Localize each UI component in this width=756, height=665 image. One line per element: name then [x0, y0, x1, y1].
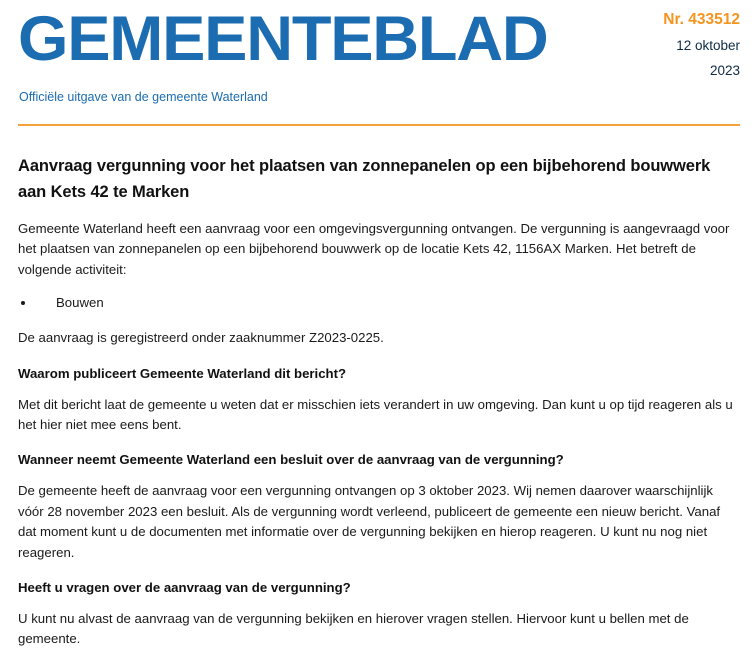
issue-year: 2023 — [709, 63, 740, 78]
section-body-questions: U kunt nu alvast de aanvraag van de vergunning bekijken en hierover vragen stellen. Hiervoor kunt u bellen met de gemeente. — [18, 611, 689, 647]
bullet-dot-icon — [21, 301, 25, 305]
section-body-why: Met dit bericht laat de gemeente u weten dat er misschien iets verandert in uw omgeving. Dan kunt u op tijd reageren als u het hier niet mee eens bent. — [18, 396, 733, 433]
list-item — [18, 293, 734, 313]
issue-date: 12 oktober — [676, 38, 740, 53]
publication-title: GEMEENTEBLAD — [18, 4, 548, 74]
section-heading-why: Waarom publiceert Gemeente Waterland dit bericht? — [18, 365, 347, 381]
issue-number: Nr. 433512 — [663, 11, 740, 28]
masthead — [18, 0, 740, 113]
activity-list — [18, 293, 734, 313]
section-heading-when: Wanneer neemt Gemeente Waterland een besluit over de aanvraag van de vergunning? — [18, 452, 564, 468]
header-divider — [18, 124, 740, 126]
page-title: Aanvraag vergunning voor het plaatsen van zonnepanelen op een bijbehorend bouwwerk aan Kets 42 te Marken — [18, 157, 711, 201]
intro-paragraph: Gemeente Waterland heeft een aanvraag voor een omgevingsvergunning ontvangen. De vergunning is aangevraagd voor het plaatsen van zonnepanelen op een bijbehorend bouwwerk op de locatie Kets 42, 1156AX Marken. Het betreft de volgende activiteit: — [18, 221, 730, 277]
activity-label: Bouwen — [56, 295, 104, 311]
registration-paragraph: De aanvraag is geregistreerd onder zaaknummer Z2023-0225. — [18, 330, 384, 346]
issue-info-block — [560, 10, 740, 79]
publication-subtitle: Officiële uitgave van de gemeente Waterland — [19, 90, 268, 104]
section-heading-questions: Heeft u vragen over de aanvraag van de vergunning? — [18, 580, 351, 596]
article-body — [18, 153, 734, 665]
section-body-when: De gemeente heeft de aanvraag voor een vergunning ontvangen op 3 oktober 2023. Wij nemen daarover waarschijnlijk vóór 28 november 2023 een besluit. Als de vergunning wordt verleend, publiceert de gemeente een nieuw bericht. Vanaf dat moment kunt u de documenten met informatie over de vergunning bekijken en hierop reageren. U kunt nu nog niet reageren. — [18, 483, 721, 560]
